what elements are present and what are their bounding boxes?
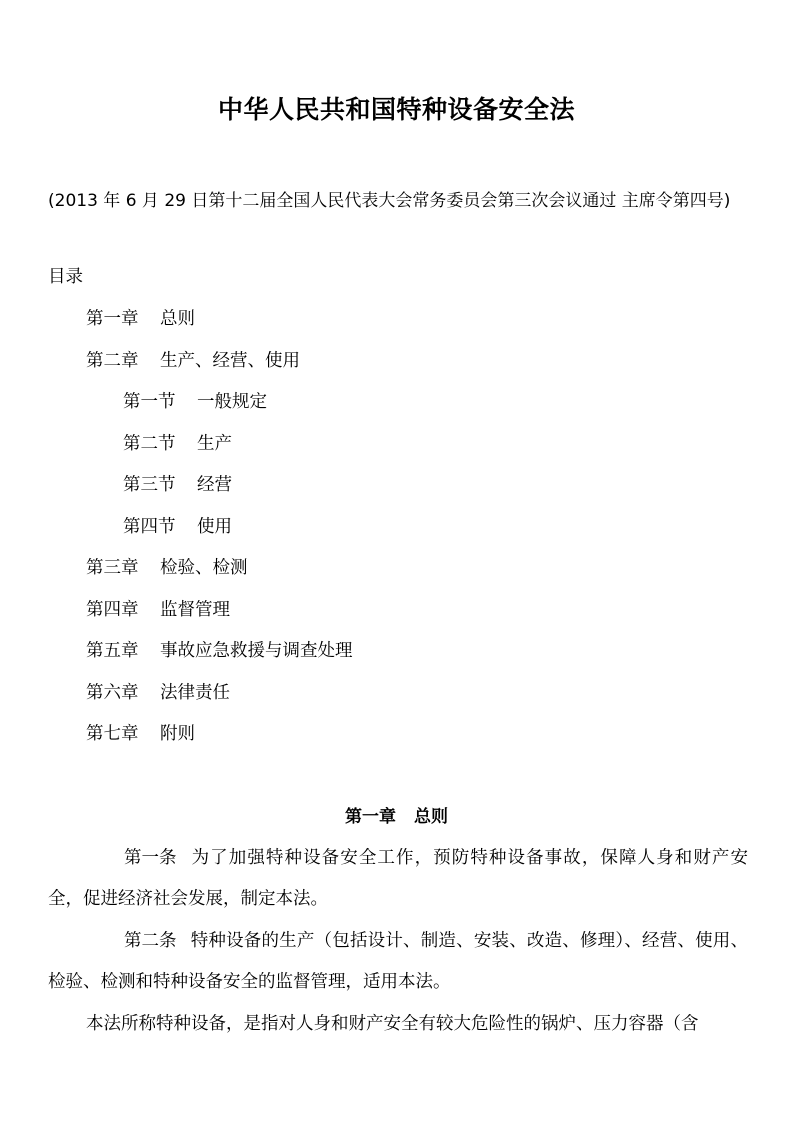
- toc-item-number: 第三章: [86, 558, 139, 578]
- toc-item-number: 第三节: [123, 475, 176, 495]
- toc-item-number: 第四章: [86, 600, 139, 620]
- toc-item: [86, 555, 248, 581]
- toc-item: [86, 597, 230, 623]
- toc-item-label: 生产: [197, 434, 232, 454]
- toc-item-label: 附则: [160, 724, 195, 744]
- toc-item: [123, 472, 232, 498]
- toc-item-label: 使用: [197, 517, 232, 537]
- toc-item-number: 第六章: [86, 683, 139, 703]
- toc-heading: 目录: [48, 267, 83, 287]
- toc-item: [86, 348, 300, 374]
- toc-item-number: 第四节: [123, 517, 176, 537]
- toc-item-number: 第五章: [86, 641, 139, 661]
- toc-item-label: 总则: [160, 309, 195, 329]
- toc-item: [123, 431, 232, 457]
- toc-item: [86, 721, 195, 747]
- body-paragraph: 本法所称特种设备，是指对人身和财产安全有较大危险性的锅炉、压力容器（含: [86, 1014, 699, 1034]
- article-text: 为了加强特种设备安全工作，预防特种设备事故，保障人身和财产安全，促进经济社会发展，制定本法。: [48, 848, 748, 909]
- document-title: 中华人民共和国特种设备安全法: [217, 95, 575, 124]
- toc-item-label: 经营: [197, 475, 232, 495]
- toc-item-number: 第一节: [123, 392, 176, 412]
- article-number: 第一条: [124, 848, 177, 868]
- toc-item-number: 第二节: [123, 434, 176, 454]
- toc-item-label: 一般规定: [197, 392, 267, 412]
- toc-item: [86, 680, 230, 706]
- article-paragraph: [48, 838, 748, 920]
- document-subtitle: (2013 年 6 月 29 日第十二届全国人民代表大会常务委员会第三次会议通过 主席令第四号): [48, 191, 731, 211]
- chapter-label: 总则: [414, 807, 448, 827]
- article-text: 特种设备的生产（包括设计、制造、安装、改造、修理）、经营、使用、检验、检测和特种设备安全的监督管理，适用本法。: [48, 931, 748, 992]
- toc-item-label: 检验、检测: [160, 558, 248, 578]
- article-number: 第二条: [124, 931, 177, 951]
- toc-item-number: 第一章: [86, 309, 139, 329]
- toc-item-label: 生产、经营、使用: [160, 351, 300, 371]
- toc-item-label: 法律责任: [160, 683, 230, 703]
- toc-item: [86, 306, 195, 332]
- toc-item-number: 第二章: [86, 351, 139, 371]
- toc-item-label: 监督管理: [160, 600, 230, 620]
- toc-item-label: 事故应急救援与调查处理: [160, 641, 353, 661]
- chapter-heading: [0, 804, 793, 830]
- toc-item-number: 第七章: [86, 724, 139, 744]
- chapter-number: 第一章: [345, 807, 396, 827]
- toc-item: [123, 389, 267, 415]
- toc-item: [86, 638, 353, 664]
- toc-item: [123, 514, 232, 540]
- article-paragraph: [48, 921, 748, 1003]
